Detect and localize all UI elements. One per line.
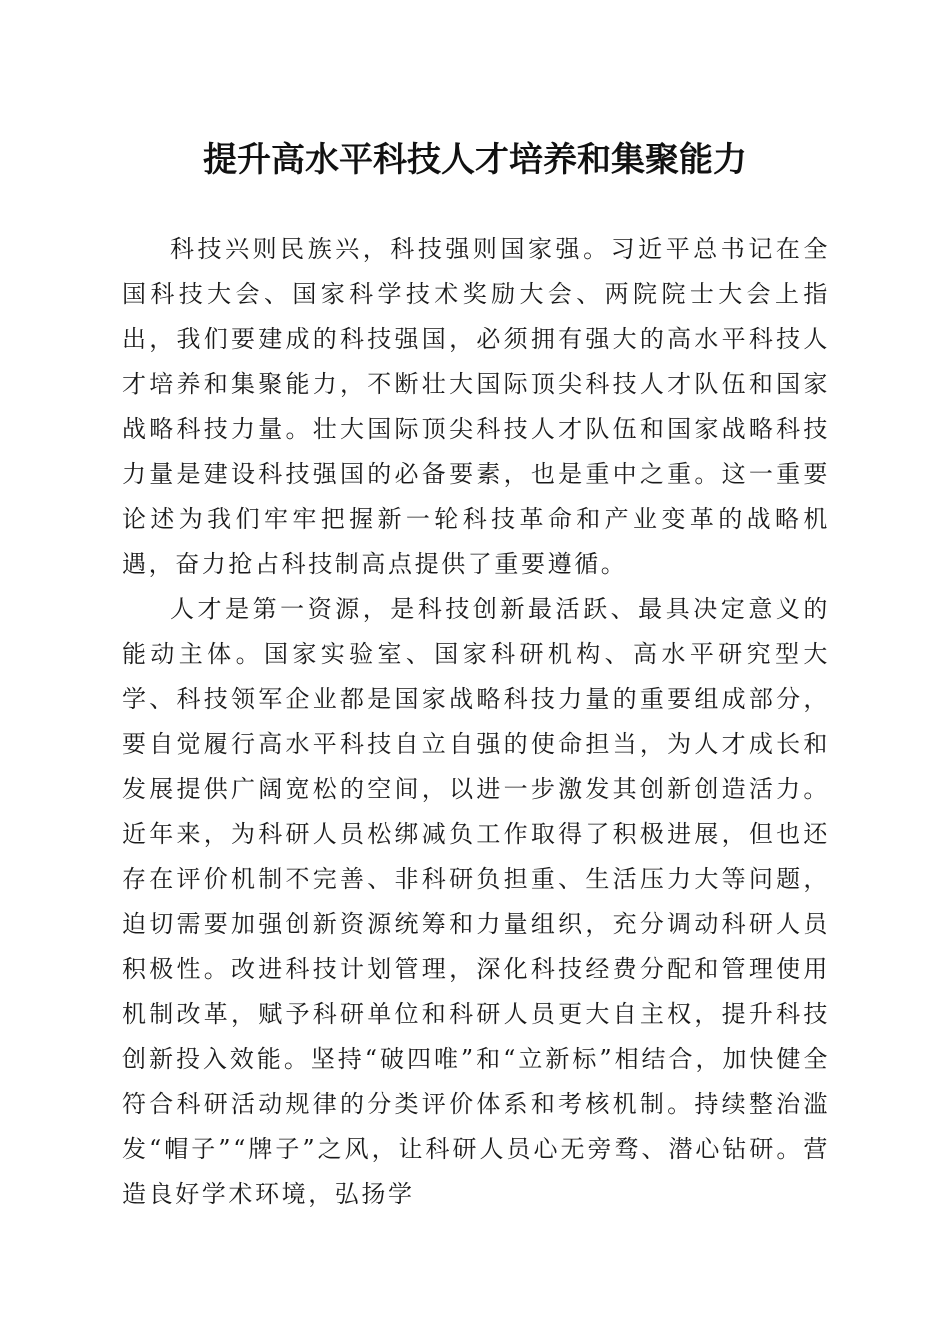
- paragraph-1: 科技兴则民族兴，科技强则国家强。习近平总书记在全国科技大会、国家科学技术奖励大会、两院院士大会上指出，我们要建成的科技强国，必须拥有强大的高水平科技人才培养和集聚能力，不断壮大国际顶尖科技人才队伍和国家战略科技力量。壮大国际顶尖科技人才队伍和国家战略科技力量是建设科技强国的必备要素，也是重中之重。这一重要论述为我们牢牢把握新一轮科技革命和产业变革的战略机遇，奋力抢占科技制高点提供了重要遵循。: [122, 235, 830, 578]
- paragraph-2: 人才是第一资源，是科技创新最活跃、最具决定意义的能动主体。国家实验室、国家科研机构、高水平研究型大学、科技领军企业都是国家战略科技力量的重要组成部分，要自觉履行高水平科技自立自强的使命担当，为人才成长和发展提供广阔宽松的空间，以进一步激发其创新创造活力。近年来，为科研人员松绑减负工作取得了积极进展，但也还存在评价机制不完善、非科研负担重、生活压力大等问题，迫切需要加强创新资源统筹和力量组织，充分调动科研人员积极性。改进科技计划管理，深化科技经费分配和管理使用机制改革，赋予科研单位和科研人员更大自主权，提升科技创新投入效能。坚持“破四唯”和“立新标”相结合，加快健全符合科研活动规律的分类评价体系和考核机制。持续整治滥发“帽子”“牌子”之风，让科研人员心无旁骛、潜心钻研。营造良好学术环境，弘扬学: [122, 595, 830, 1208]
- document-body: [122, 227, 830, 1217]
- document-title: 提升高水平科技人才培养和集聚能力: [203, 140, 747, 180]
